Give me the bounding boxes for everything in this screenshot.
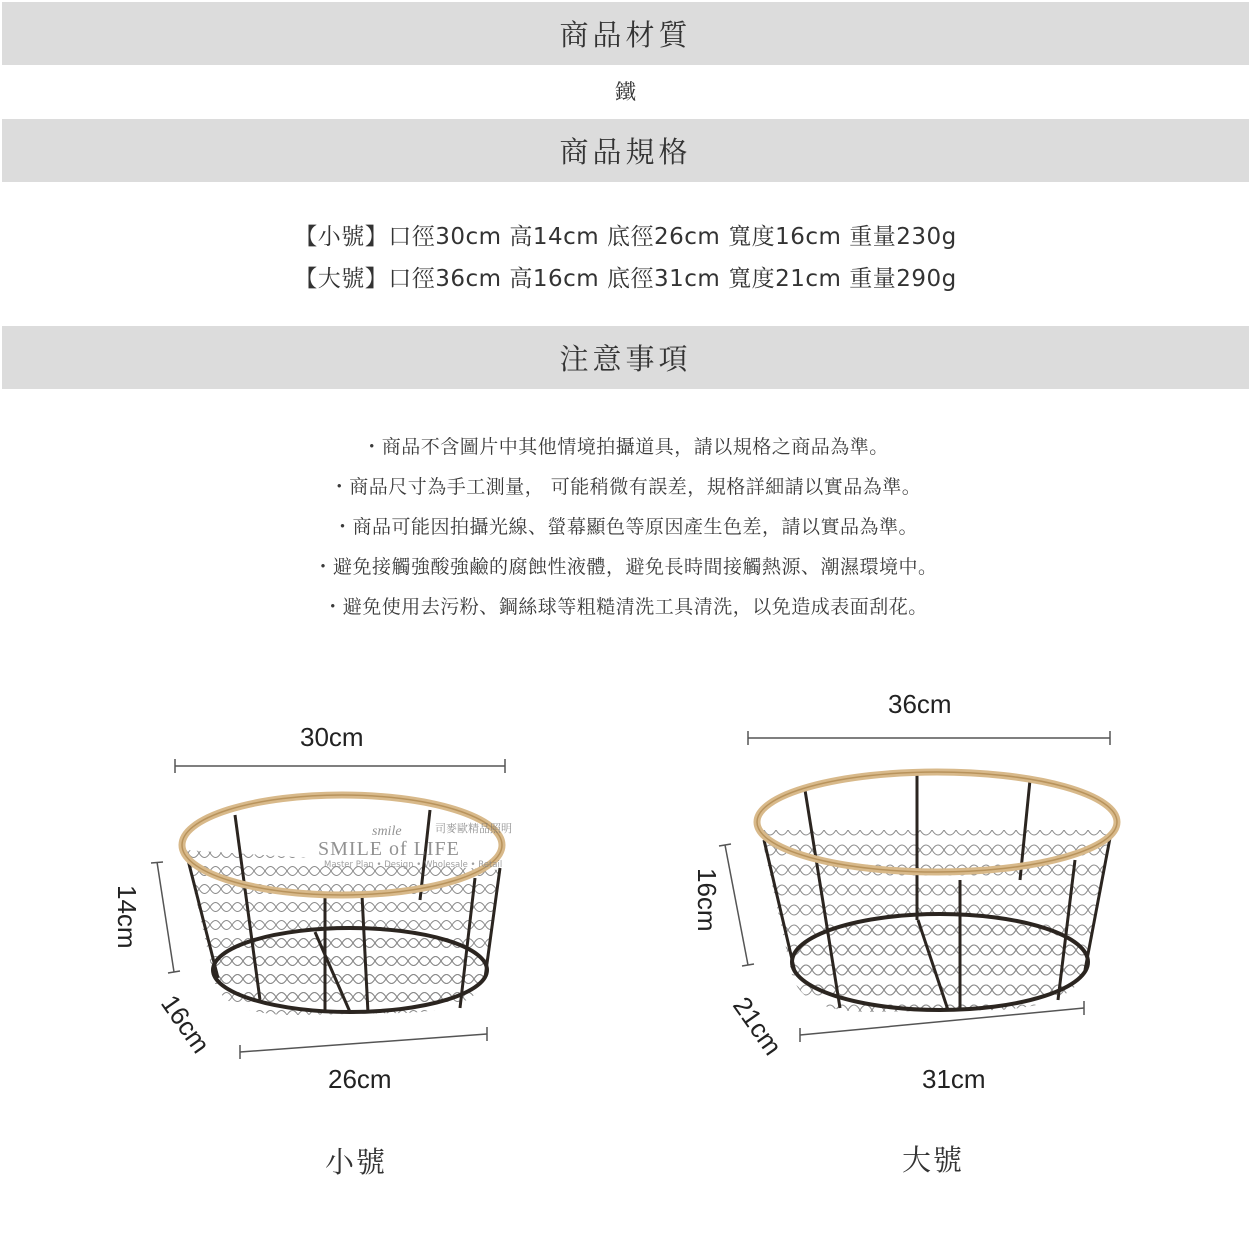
note-item: ・避免接觸強酸強鹼的腐蝕性液體，避免長時間接觸熱源、潮濕環境中。 — [313, 556, 938, 578]
notes-header — [2, 326, 1249, 389]
watermark-tagline: Master Plan • Design • Wholesale • Retail — [324, 860, 503, 870]
large-size-label: 大號 — [902, 1143, 965, 1177]
note-item: ・商品尺寸為手工測量， 可能稍微有誤差，規格詳細請以實品為準。 — [329, 476, 922, 498]
note-item: ・避免使用去污粉、鋼絲球等粗糙清洗工具清洗，以免造成表面刮花。 — [323, 596, 928, 618]
watermark-name: SMILE of LIFE — [318, 838, 460, 860]
watermark-logo — [318, 821, 512, 870]
large-bottom-width: 31cm — [922, 1064, 986, 1094]
spec-line-small: 【小號】口徑30cm 高14cm 底徑26cm 寬度16cm 重量230g — [294, 224, 957, 250]
watermark-script: smile — [372, 824, 402, 839]
watermark-chinese: 司麥歐精品照明 — [435, 822, 512, 835]
large-basket-illustration — [680, 680, 1150, 1100]
spec-title: 商品規格 — [559, 135, 692, 169]
small-size-label: 小號 — [325, 1145, 388, 1179]
large-depth: 21cm — [727, 991, 789, 1061]
small-basket-illustration — [100, 700, 560, 1100]
spec-line-large: 【大號】口徑36cm 高16cm 底徑31cm 寬度21cm 重量290g — [294, 266, 957, 292]
material-value: 鐵 — [615, 80, 636, 104]
large-height: 16cm — [692, 868, 722, 932]
material-header — [2, 2, 1249, 65]
note-item: ・商品可能因拍攝光線、螢幕顯色等原因產生色差，請以實品為準。 — [332, 516, 918, 538]
large-top-width: 36cm — [888, 689, 952, 719]
large-basket — [757, 772, 1117, 1012]
material-title: 商品材質 — [559, 18, 692, 52]
small-depth: 16cm — [155, 989, 217, 1059]
note-item: ・商品不含圖片中其他情境拍攝道具，請以規格之商品為準。 — [362, 436, 889, 458]
small-height: 14cm — [112, 885, 142, 949]
spec-header — [2, 119, 1249, 182]
notes-title: 注意事項 — [559, 342, 692, 376]
small-top-width: 30cm — [300, 722, 364, 752]
small-bottom-width: 26cm — [328, 1064, 392, 1094]
